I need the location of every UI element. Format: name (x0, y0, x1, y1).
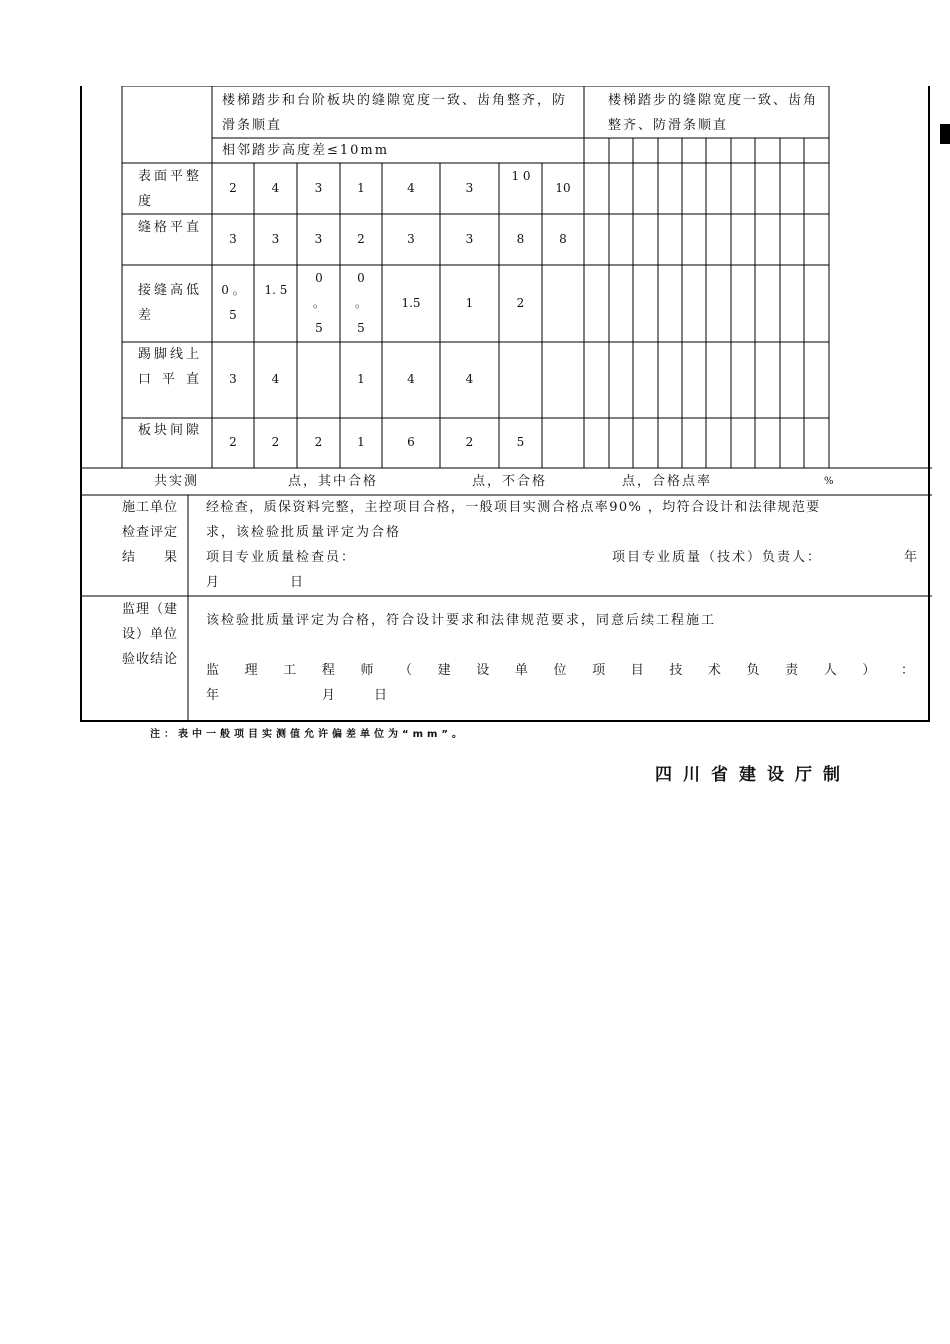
quality-responsible-label: 项目专业质量（技术）负责人： (612, 550, 823, 565)
value-cell: 2 (229, 181, 237, 195)
value-cell: 4 (407, 181, 415, 195)
value-cell: 5 (516, 435, 525, 449)
value-cell: 2 (357, 232, 365, 246)
value-cell: 1. 5 (264, 283, 288, 297)
construction-month: 月 (206, 575, 222, 590)
value-cell: 1 (465, 296, 474, 310)
value-cell: 3 (229, 232, 237, 246)
value-cell: 4 (271, 372, 280, 386)
quality-inspector-label: 项目专业质量检查员： (206, 550, 357, 565)
construction-year: 年 (904, 550, 920, 565)
value-cell: 3 (314, 232, 323, 246)
value-cell: 6 (407, 435, 415, 449)
construction-text-line1: 经检查，质保资料完整，主控项目合格，一般项目实测合格点率90% ，均符合设计和法律规范要 (206, 500, 821, 515)
value-cell: 2 (271, 435, 280, 449)
value-cell: 4 (407, 372, 415, 386)
value-cell: 3 (407, 232, 415, 246)
value-cell: 8 (559, 232, 567, 246)
adjacent-step-criterion: 相邻踏步高度差≤10mm (222, 143, 390, 158)
item-label-straightness: 缝格平直 (138, 220, 200, 235)
edge-mark (940, 124, 950, 144)
value-cell: 3 (465, 181, 474, 195)
item-label-gap: 板块间隙 (138, 423, 200, 438)
construction-label: 施工单位检查评定结果 (122, 500, 179, 565)
value-cell: 3 (229, 372, 237, 386)
left-criterion: 楼梯踏步和台阶板块的缝隙宽度一致、齿角整齐，防滑条顺直 (222, 93, 568, 133)
summary-fail: 点，不合格 (472, 474, 548, 489)
value-cell: 3 (465, 232, 474, 246)
issuer-footer: 四川省建设厅制 (655, 765, 851, 785)
construction-day: 日 (290, 575, 306, 590)
value-cell: 2 (314, 435, 323, 449)
value-cell: 2 (465, 435, 474, 449)
item-label-joint-height: 接缝高低差 (138, 283, 200, 323)
right-criterion: 楼梯踏步的缝隙宽度一致、齿角整齐、防滑条顺直 (608, 93, 819, 133)
footnote: 注：表中一般项目实测值允许偏差单位为“mm”。 (150, 729, 466, 740)
value-cell: 3 (271, 232, 280, 246)
supervision-year: 年 (206, 688, 222, 703)
value-cell: 4 (465, 372, 474, 386)
supervision-month: 月 (322, 688, 338, 703)
value-cell: 1 (357, 435, 365, 449)
supervision-text: 该检验批质量评定为合格，符合设计要求和法律规范要求，同意后续工程施工 (206, 613, 717, 628)
value-cell: 1 0 (511, 169, 531, 183)
value-cell: 10 (555, 181, 571, 195)
summary-total: 共实测 (154, 474, 200, 489)
construction-text-line2: 求，该检验批质量评定为合格 (206, 525, 402, 540)
inspection-table (80, 86, 930, 722)
value-cell: 8 (516, 232, 525, 246)
value-cell: 0 。 5 (312, 271, 325, 335)
item-label-skirting: 踢脚线上口平直 (138, 347, 200, 387)
summary-rate: 点，合格点率 (622, 474, 713, 489)
summary-pass: 点，其中合格 (288, 474, 379, 489)
supervision-label: 监理（建设）单位验收结论 (122, 602, 179, 667)
value-cell: 4 (271, 181, 280, 195)
value-cell: 0 。5 (221, 283, 245, 322)
value-cell: 1 (357, 372, 365, 386)
value-cell: 0 。 5 (354, 271, 367, 335)
value-cell: 3 (314, 181, 323, 195)
item-label-flatness: 表面平整度 (138, 169, 200, 209)
value-cell: 1.5 (401, 296, 421, 310)
summary-percent: % (824, 476, 836, 487)
value-cell: 1 (357, 181, 365, 195)
supervision-engineer-label: 监 理 工 程 师 （ 建 设 单 位 项 目 技 术 负 责 人 ） ： (206, 663, 916, 678)
supervision-day: 日 (374, 688, 390, 703)
value-cell: 2 (229, 435, 237, 449)
value-cell: 2 (516, 296, 525, 310)
